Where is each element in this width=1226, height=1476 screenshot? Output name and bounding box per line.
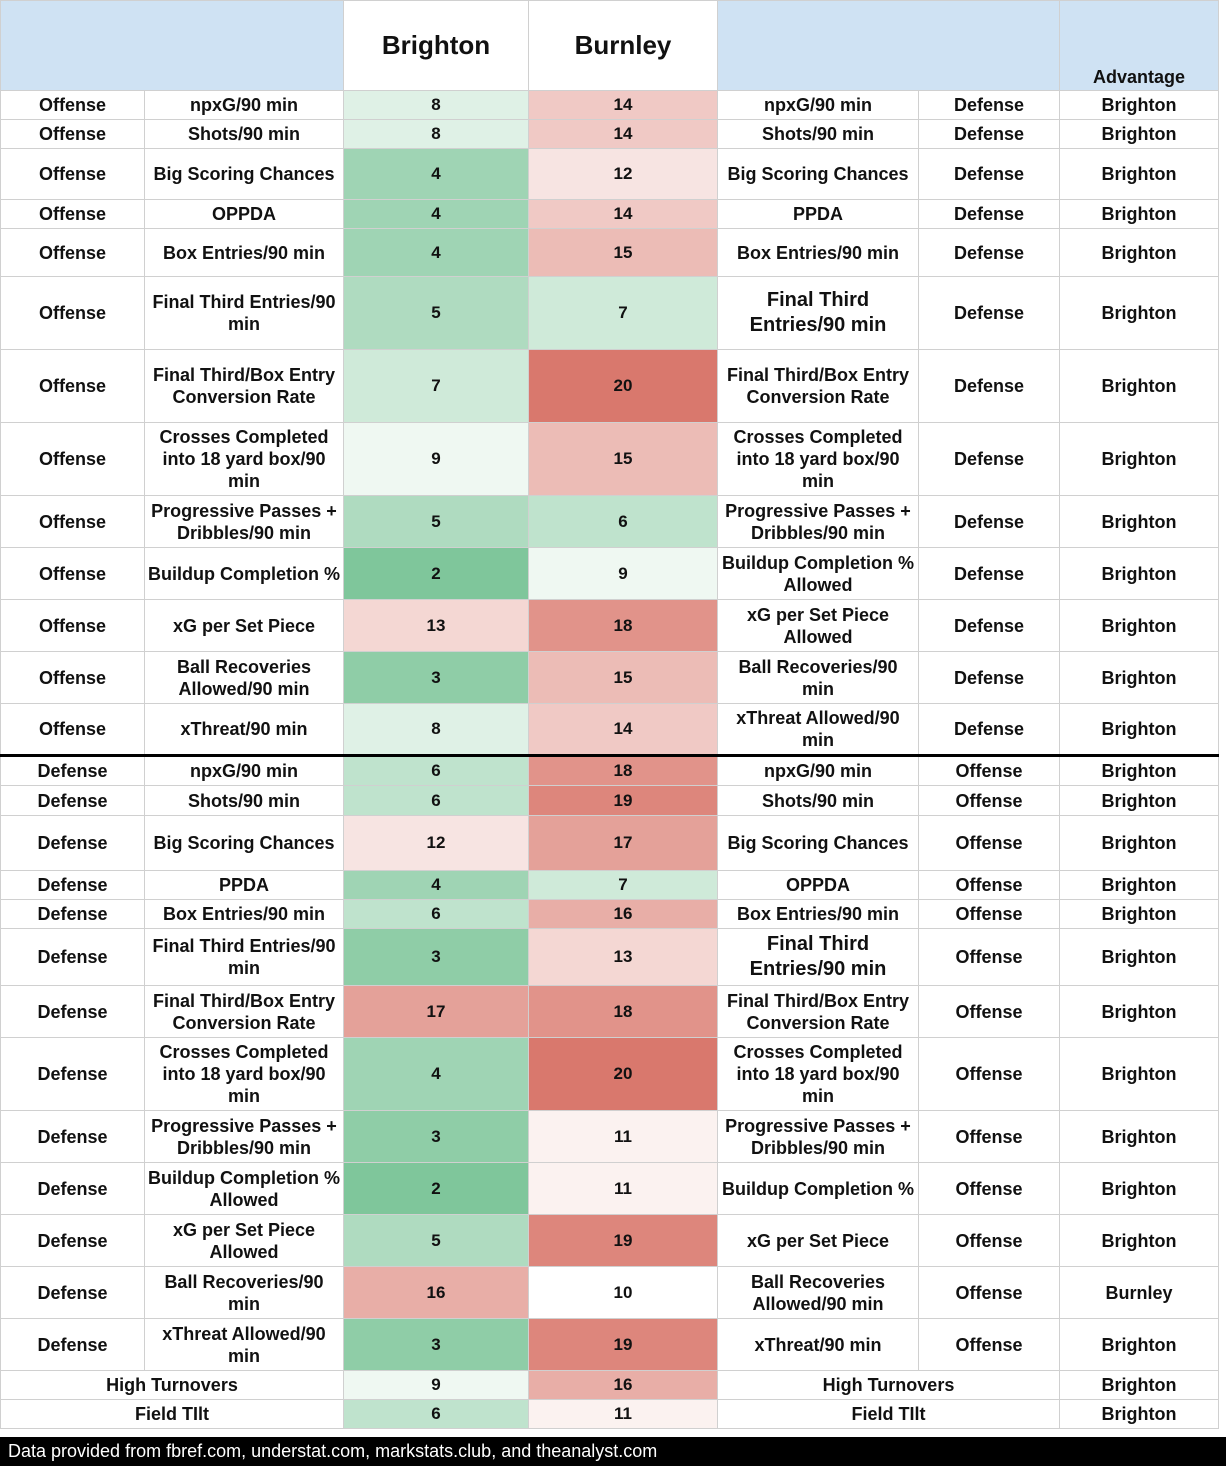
- summary-label: High Turnovers: [1, 1371, 344, 1400]
- right-metric-label: Ball Recoveries Allowed/90 min: [718, 1267, 919, 1319]
- team-b-rank: 14: [529, 91, 718, 120]
- team-a-rank: 2: [344, 548, 529, 600]
- team-b-rank: 16: [529, 900, 718, 929]
- summary-label: Field TIlt: [1, 1400, 344, 1429]
- right-side-label: Offense: [919, 1267, 1060, 1319]
- team-a-rank: 4: [344, 871, 529, 900]
- right-metric-label: Progressive Passes + Dribbles/90 min: [718, 1111, 919, 1163]
- table-row: [1, 786, 1219, 816]
- advantage-value: Brighton: [1060, 91, 1219, 120]
- advantage-value: Burnley: [1060, 1267, 1219, 1319]
- left-side-label: Offense: [1, 600, 145, 652]
- team-a-rank: 3: [344, 652, 529, 704]
- left-side-label: Offense: [1, 652, 145, 704]
- left-side-label: Defense: [1, 1038, 145, 1111]
- advantage-value: Brighton: [1060, 756, 1219, 786]
- team-a-rank: 8: [344, 91, 529, 120]
- team-a-header: Brighton: [344, 1, 529, 91]
- left-side-label: Defense: [1, 1215, 145, 1267]
- right-metric-label: Shots/90 min: [718, 120, 919, 149]
- left-side-label: Offense: [1, 496, 145, 548]
- left-metric-label: Box Entries/90 min: [145, 900, 344, 929]
- left-side-label: Defense: [1, 1319, 145, 1371]
- sheet-bottom-margin: [0, 1466, 1226, 1476]
- left-metric-label: xG per Set Piece Allowed: [145, 1215, 344, 1267]
- right-metric-label: xThreat/90 min: [718, 1319, 919, 1371]
- left-metric-label: Final Third Entries/90 min: [145, 277, 344, 350]
- right-metric-label: Progressive Passes + Dribbles/90 min: [718, 496, 919, 548]
- table-row: [1, 1215, 1219, 1267]
- advantage-value: Brighton: [1060, 871, 1219, 900]
- team-a-rank: 13: [344, 600, 529, 652]
- right-metric-label: Final Third/Box Entry Conversion Rate: [718, 350, 919, 423]
- advantage-value: Brighton: [1060, 986, 1219, 1038]
- advantage-value: Brighton: [1060, 1319, 1219, 1371]
- team-b-rank: 14: [529, 200, 718, 229]
- table-row: [1, 704, 1219, 756]
- right-metric-label: xG per Set Piece Allowed: [718, 600, 919, 652]
- advantage-value: Brighton: [1060, 1371, 1219, 1400]
- left-side-label: Offense: [1, 91, 145, 120]
- advantage-value: Brighton: [1060, 229, 1219, 277]
- right-side-label: Offense: [919, 1319, 1060, 1371]
- team-b-rank: 15: [529, 423, 718, 496]
- right-side-label: Offense: [919, 986, 1060, 1038]
- left-metric-label: Buildup Completion %: [145, 548, 344, 600]
- team-b-rank: 16: [529, 1371, 718, 1400]
- right-metric-label: Buildup Completion %: [718, 1163, 919, 1215]
- advantage-value: Brighton: [1060, 350, 1219, 423]
- table-row: [1, 1038, 1219, 1111]
- team-a-rank: 3: [344, 1111, 529, 1163]
- team-a-rank: 5: [344, 277, 529, 350]
- team-b-rank: 20: [529, 350, 718, 423]
- right-side-label: Offense: [919, 1038, 1060, 1111]
- left-metric-label: Final Third/Box Entry Conversion Rate: [145, 350, 344, 423]
- team-b-rank: 9: [529, 548, 718, 600]
- right-metric-label: Final Third Entries/90 min: [718, 929, 919, 986]
- right-metric-label: npxG/90 min: [718, 756, 919, 786]
- left-metric-label: PPDA: [145, 871, 344, 900]
- team-a-rank: 7: [344, 350, 529, 423]
- header-blank-left: [1, 1, 344, 91]
- right-metric-label: Ball Recoveries/90 min: [718, 652, 919, 704]
- team-b-rank: 14: [529, 704, 718, 756]
- team-a-rank: 2: [344, 1163, 529, 1215]
- left-side-label: Offense: [1, 350, 145, 423]
- team-b-rank: 13: [529, 929, 718, 986]
- right-metric-label: Big Scoring Chances: [718, 149, 919, 200]
- team-a-rank: 4: [344, 229, 529, 277]
- left-metric-label: Final Third Entries/90 min: [145, 929, 344, 986]
- table-row: [1, 871, 1219, 900]
- table-row: [1, 1267, 1219, 1319]
- table-row: [1, 200, 1219, 229]
- right-metric-label: Final Third/Box Entry Conversion Rate: [718, 986, 919, 1038]
- left-metric-label: Shots/90 min: [145, 786, 344, 816]
- team-b-rank: 15: [529, 652, 718, 704]
- left-side-label: Offense: [1, 200, 145, 229]
- left-metric-label: Progressive Passes + Dribbles/90 min: [145, 1111, 344, 1163]
- team-a-rank: 12: [344, 816, 529, 871]
- left-side-label: Defense: [1, 816, 145, 871]
- table-row: [1, 548, 1219, 600]
- advantage-value: Brighton: [1060, 704, 1219, 756]
- left-metric-label: Final Third/Box Entry Conversion Rate: [145, 986, 344, 1038]
- table-row: [1, 496, 1219, 548]
- right-side-label: Offense: [919, 871, 1060, 900]
- team-a-rank: 4: [344, 1038, 529, 1111]
- right-metric-label: xG per Set Piece: [718, 1215, 919, 1267]
- summary-row: [1, 1371, 1219, 1400]
- right-side-label: Defense: [919, 149, 1060, 200]
- table-row: [1, 1111, 1219, 1163]
- team-b-rank: 11: [529, 1111, 718, 1163]
- left-metric-label: Big Scoring Chances: [145, 816, 344, 871]
- right-side-label: Offense: [919, 816, 1060, 871]
- right-side-label: Defense: [919, 229, 1060, 277]
- left-metric-label: npxG/90 min: [145, 756, 344, 786]
- advantage-value: Brighton: [1060, 1400, 1219, 1429]
- advantage-value: Brighton: [1060, 600, 1219, 652]
- right-side-label: Defense: [919, 652, 1060, 704]
- left-metric-label: Crosses Completed into 18 yard box/90 min: [145, 423, 344, 496]
- team-a-rank: 4: [344, 149, 529, 200]
- team-a-rank: 16: [344, 1267, 529, 1319]
- team-a-rank: 17: [344, 986, 529, 1038]
- left-metric-label: Progressive Passes + Dribbles/90 min: [145, 496, 344, 548]
- team-b-rank: 15: [529, 229, 718, 277]
- table-row: [1, 277, 1219, 350]
- right-metric-label: Box Entries/90 min: [718, 900, 919, 929]
- right-metric-label: Crosses Completed into 18 yard box/90 min: [718, 423, 919, 496]
- right-side-label: Defense: [919, 120, 1060, 149]
- right-side-label: Offense: [919, 1215, 1060, 1267]
- table-row: [1, 120, 1219, 149]
- summary-right-label: High Turnovers: [718, 1371, 1060, 1400]
- left-side-label: Defense: [1, 986, 145, 1038]
- right-side-label: Defense: [919, 423, 1060, 496]
- right-side-label: Defense: [919, 277, 1060, 350]
- team-b-rank: 7: [529, 871, 718, 900]
- left-metric-label: Big Scoring Chances: [145, 149, 344, 200]
- left-metric-label: OPPDA: [145, 200, 344, 229]
- right-metric-label: Buildup Completion % Allowed: [718, 548, 919, 600]
- advantage-value: Brighton: [1060, 496, 1219, 548]
- summary-row: [1, 1400, 1219, 1429]
- left-side-label: Offense: [1, 704, 145, 756]
- left-metric-label: Ball Recoveries/90 min: [145, 1267, 344, 1319]
- table-row: [1, 986, 1219, 1038]
- team-a-rank: 9: [344, 423, 529, 496]
- header-row: [1, 1, 1219, 91]
- team-b-rank: 20: [529, 1038, 718, 1111]
- right-side-label: Offense: [919, 786, 1060, 816]
- team-b-rank: 18: [529, 756, 718, 786]
- team-a-rank: 6: [344, 786, 529, 816]
- right-metric-label: OPPDA: [718, 871, 919, 900]
- summary-right-label: Field TIlt: [718, 1400, 1060, 1429]
- advantage-value: Brighton: [1060, 423, 1219, 496]
- team-b-rank: 14: [529, 120, 718, 149]
- table-row: [1, 652, 1219, 704]
- right-metric-label: Final Third Entries/90 min: [718, 277, 919, 350]
- team-b-rank: 7: [529, 277, 718, 350]
- team-a-rank: 8: [344, 704, 529, 756]
- right-metric-label: xThreat Allowed/90 min: [718, 704, 919, 756]
- right-side-label: Offense: [919, 929, 1060, 986]
- right-side-label: Offense: [919, 1163, 1060, 1215]
- right-metric-label: Big Scoring Chances: [718, 816, 919, 871]
- left-side-label: Offense: [1, 548, 145, 600]
- team-b-rank: 19: [529, 1215, 718, 1267]
- table-row: [1, 229, 1219, 277]
- left-side-label: Defense: [1, 1267, 145, 1319]
- advantage-value: Brighton: [1060, 1111, 1219, 1163]
- team-a-rank: 3: [344, 929, 529, 986]
- left-side-label: Defense: [1, 786, 145, 816]
- team-a-rank: 6: [344, 900, 529, 929]
- advantage-value: Brighton: [1060, 200, 1219, 229]
- table-row: [1, 929, 1219, 986]
- right-metric-label: npxG/90 min: [718, 91, 919, 120]
- left-side-label: Defense: [1, 1111, 145, 1163]
- left-side-label: Offense: [1, 423, 145, 496]
- right-side-label: Defense: [919, 496, 1060, 548]
- left-side-label: Defense: [1, 756, 145, 786]
- left-metric-label: xThreat/90 min: [145, 704, 344, 756]
- team-b-rank: 10: [529, 1267, 718, 1319]
- advantage-value: Brighton: [1060, 816, 1219, 871]
- team-a-rank: 3: [344, 1319, 529, 1371]
- team-b-rank: 19: [529, 786, 718, 816]
- right-metric-label: Shots/90 min: [718, 786, 919, 816]
- table-row: [1, 816, 1219, 871]
- advantage-value: Brighton: [1060, 1215, 1219, 1267]
- advantage-value: Brighton: [1060, 652, 1219, 704]
- advantage-value: Brighton: [1060, 786, 1219, 816]
- team-b-rank: 11: [529, 1163, 718, 1215]
- left-side-label: Offense: [1, 149, 145, 200]
- data-source-footer: Data provided from fbref.com, understat.com, markstats.club, and theanalyst.com: [0, 1437, 1226, 1466]
- team-a-rank: 5: [344, 1215, 529, 1267]
- team-b-rank: 6: [529, 496, 718, 548]
- left-side-label: Offense: [1, 277, 145, 350]
- left-metric-label: xG per Set Piece: [145, 600, 344, 652]
- right-metric-label: PPDA: [718, 200, 919, 229]
- right-side-label: Defense: [919, 91, 1060, 120]
- team-a-rank: 5: [344, 496, 529, 548]
- team-a-rank: 4: [344, 200, 529, 229]
- team-b-rank: 17: [529, 816, 718, 871]
- right-side-label: Defense: [919, 600, 1060, 652]
- advantage-value: Brighton: [1060, 548, 1219, 600]
- advantage-value: Brighton: [1060, 1038, 1219, 1111]
- advantage-value: Brighton: [1060, 277, 1219, 350]
- advantage-header: Advantage: [1060, 1, 1219, 91]
- table-row: [1, 600, 1219, 652]
- right-side-label: Offense: [919, 756, 1060, 786]
- left-metric-label: Crosses Completed into 18 yard box/90 min: [145, 1038, 344, 1111]
- table-row: [1, 91, 1219, 120]
- advantage-value: Brighton: [1060, 929, 1219, 986]
- right-metric-label: Box Entries/90 min: [718, 229, 919, 277]
- left-metric-label: Buildup Completion % Allowed: [145, 1163, 344, 1215]
- table-row: [1, 423, 1219, 496]
- right-side-label: Defense: [919, 704, 1060, 756]
- team-b-rank: 12: [529, 149, 718, 200]
- left-side-label: Offense: [1, 120, 145, 149]
- team-a-rank: 6: [344, 756, 529, 786]
- left-side-label: Defense: [1, 1163, 145, 1215]
- left-side-label: Defense: [1, 929, 145, 986]
- advantage-value: Brighton: [1060, 900, 1219, 929]
- right-side-label: Offense: [919, 1111, 1060, 1163]
- team-a-rank: 6: [344, 1400, 529, 1429]
- right-side-label: Defense: [919, 548, 1060, 600]
- table-row: [1, 1319, 1219, 1371]
- left-metric-label: Shots/90 min: [145, 120, 344, 149]
- table-row: [1, 149, 1219, 200]
- advantage-value: Brighton: [1060, 120, 1219, 149]
- advantage-value: Brighton: [1060, 1163, 1219, 1215]
- right-side-label: Offense: [919, 900, 1060, 929]
- header-blank-right: [718, 1, 1060, 91]
- team-a-rank: 9: [344, 1371, 529, 1400]
- right-side-label: Defense: [919, 350, 1060, 423]
- team-b-rank: 18: [529, 986, 718, 1038]
- left-metric-label: npxG/90 min: [145, 91, 344, 120]
- team-a-rank: 8: [344, 120, 529, 149]
- right-side-label: Defense: [919, 200, 1060, 229]
- team-b-rank: 11: [529, 1400, 718, 1429]
- team-b-rank: 18: [529, 600, 718, 652]
- left-side-label: Defense: [1, 871, 145, 900]
- left-metric-label: Ball Recoveries Allowed/90 min: [145, 652, 344, 704]
- table-row: [1, 900, 1219, 929]
- table-row: [1, 350, 1219, 423]
- left-side-label: Offense: [1, 229, 145, 277]
- team-b-rank: 19: [529, 1319, 718, 1371]
- left-side-label: Defense: [1, 900, 145, 929]
- left-metric-label: xThreat Allowed/90 min: [145, 1319, 344, 1371]
- table-row: [1, 756, 1219, 786]
- advantage-value: Brighton: [1060, 149, 1219, 200]
- table-row: [1, 1163, 1219, 1215]
- right-metric-label: Crosses Completed into 18 yard box/90 min: [718, 1038, 919, 1111]
- left-metric-label: Box Entries/90 min: [145, 229, 344, 277]
- team-b-header: Burnley: [529, 1, 718, 91]
